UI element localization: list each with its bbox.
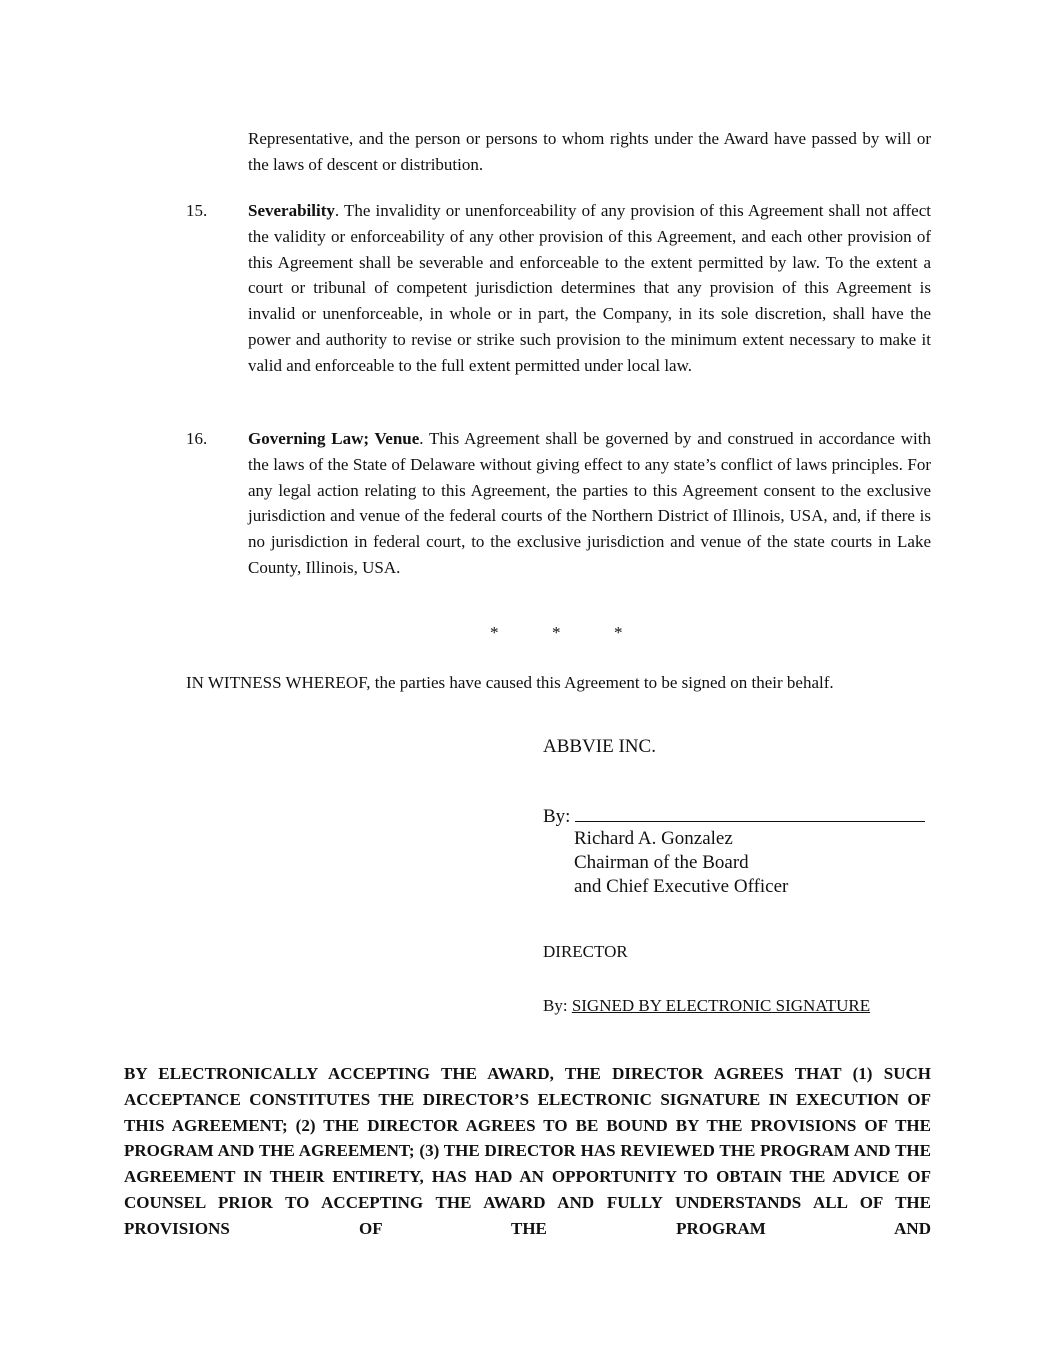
signatory-title-2: and Chief Executive Officer	[574, 876, 789, 897]
section-16-paragraph	[248, 426, 931, 581]
section-16-number: 16.	[186, 429, 208, 448]
witness-clause: IN WITNESS WHEREOF, the parties have caused this Agreement to be signed on their behalf.	[186, 673, 834, 692]
signatory-name: Richard A. Gonzalez	[574, 828, 733, 849]
section-separator	[490, 622, 676, 644]
section-15-number: 15.	[186, 201, 208, 220]
section-16-heading: Governing Law; Venue	[248, 429, 420, 448]
director-by-label: By:	[543, 996, 568, 1015]
section-16-body: . This Agreement shall be governed by and construed in accordance with the laws of the State of Delaware without giving effect to any state’s conflict of laws principles. For any legal action relating to this Agreement, the parties to this Agreement consent to the exclusive jurisdiction and venue of the federal courts of the Northern District of Illinois, USA, and, if there is no jurisdiction in federal court, to the exclusive jurisdiction and venue of the state courts in Lake County, Illinois, USA.	[248, 429, 931, 577]
company-name: ABBVIE INC.	[543, 736, 656, 757]
director-label: DIRECTOR	[543, 942, 628, 961]
separator-star: *	[490, 623, 499, 642]
section-15-body: . The invalidity or unenforceability of any provision of this Agreement shall not affect the validity or enforceability of any other provision of this Agreement, and each other provision of this Agreement shall be severable and enforceable to the extent permitted by law. To the extent a court or tribunal of competent jurisdiction determines that any provision of this Agreement is invalid or unenforceable, in whole or in part, the Company, in its sole discretion, shall have the power and authority to revise or strike such provision to the minimum extent necessary to make it valid and enforceable to the full extent permitted under local law.	[248, 201, 931, 375]
signature-blank	[575, 803, 925, 822]
separator-star: *	[614, 623, 623, 642]
director-signature-line	[543, 995, 870, 1017]
section-15-heading: Severability	[248, 201, 335, 220]
continuation-paragraph: Representative, and the person or persons to whom rights under the Award have passed by will or the laws of descent or distribution.	[248, 129, 931, 174]
company-by-label: By:	[543, 806, 571, 827]
acceptance-clause: BY ELECTRONICALLY ACCEPTING THE AWARD, THE DIRECTOR AGREES THAT (1) SUCH ACCEPTANCE CONSTITUTES THE DIRECTOR’S ELECTRONIC SIGNATURE IN EXECUTION OF THIS AGREEMENT; (2) THE DIRECTOR AGREES TO BE BOUND BY THE PROVISIONS OF THE PROGRAM AND THE AGREEMENT; (3) THE DIRECTOR HAS REVIEWED THE PROGRAM AND THE AGREEMENT IN THEIR ENTIRETY, HAS HAD AN OPPORTUNITY TO OBTAIN THE ADVICE OF COUNSEL PRIOR TO ACCEPTING THE AWARD AND FULLY UNDERSTANDS ALL OF THE PROVISIONS OF THE PROGRAM AND	[124, 1064, 931, 1238]
director-electronic-signature: SIGNED BY ELECTRONIC SIGNATURE	[571, 996, 871, 1015]
signatory-title-1: Chairman of the Board	[574, 852, 749, 873]
section-15-paragraph	[248, 198, 931, 379]
company-signature-line	[543, 803, 925, 829]
separator-star: *	[552, 623, 561, 642]
